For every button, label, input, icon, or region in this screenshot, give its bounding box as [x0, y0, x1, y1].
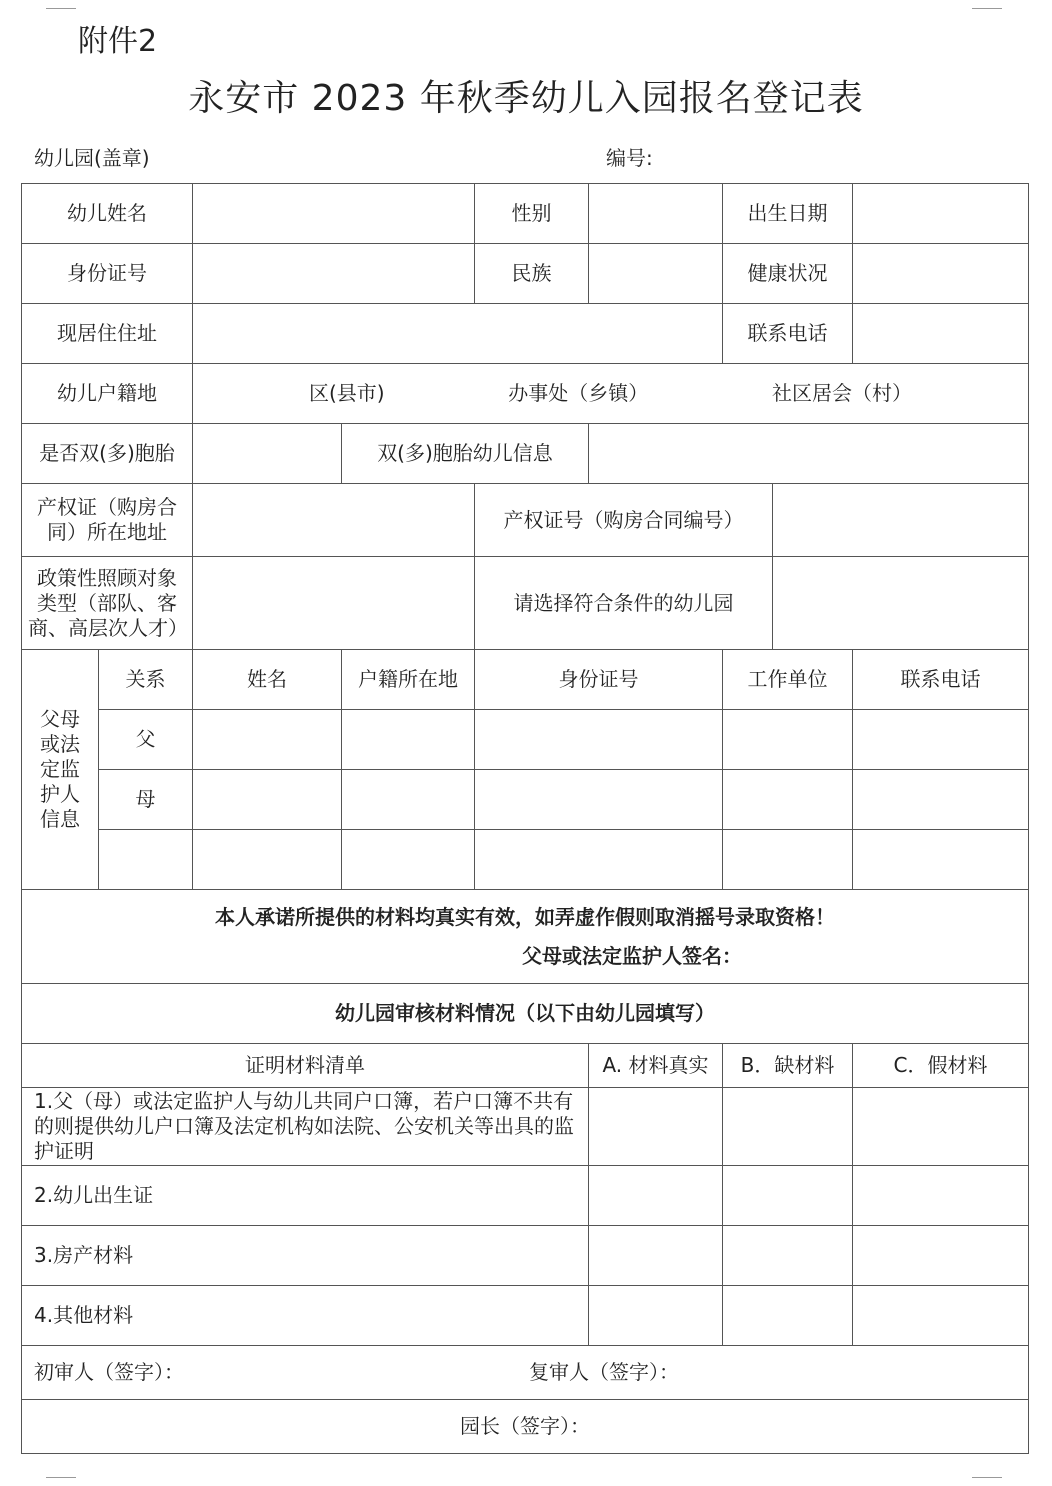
guardian-header-id: 身份证号 [475, 650, 723, 710]
review-header-missing: B．缺材料 [723, 1044, 853, 1088]
guardian-cell[interactable] [853, 830, 1029, 890]
guardian-cell[interactable] [193, 710, 342, 770]
review-title: 幼儿园审核材料情况（以下由幼儿园填写） [22, 984, 1029, 1044]
property-address-field[interactable] [193, 484, 475, 557]
phone-field[interactable] [853, 304, 1029, 364]
review-check-missing[interactable] [723, 1226, 853, 1286]
pledge-text: 本人承诺所提供的材料均真实有效，如弄虚作假则取消摇号录取资格！ [215, 904, 835, 929]
review-check-missing[interactable] [723, 1088, 853, 1166]
child-name-label: 幼儿姓名 [22, 184, 193, 244]
guardian-cell[interactable] [193, 770, 342, 830]
guardian-relation-mother: 母 [99, 770, 193, 830]
review-item: 2.幼儿出生证 [22, 1166, 589, 1226]
guardian-cell[interactable] [723, 710, 853, 770]
guardian-cell[interactable] [853, 710, 1029, 770]
annex-label: 附件2 [78, 24, 158, 59]
twins-label: 是否双(多)胞胎 [22, 424, 193, 484]
review-header-true: A. 材料真实 [589, 1044, 723, 1088]
guardian-signature-label: 父母或法定监护人签名： [522, 943, 742, 968]
review-item: 3.房产材料 [22, 1226, 589, 1286]
child-name-field[interactable] [193, 184, 475, 244]
birth-date-field[interactable] [853, 184, 1029, 244]
guardian-cell[interactable] [475, 710, 723, 770]
address-label: 现居住住址 [22, 304, 193, 364]
review-item: 1.父（母）或法定监护人与幼儿共同户口簿，若户口簿不共有的则提供幼儿户口簿及法定机构如法院、公安机关等出具的监护证明 [22, 1088, 589, 1166]
phone-label: 联系电话 [723, 304, 853, 364]
property-address-label: 产权证（购房合同）所在地址 [22, 484, 193, 557]
kindergarten-seal-label: 幼儿园(盖章) [34, 146, 150, 170]
principal-signature-row [22, 1400, 1029, 1454]
guardian-cell[interactable] [342, 770, 475, 830]
guardian-relation-father: 父 [99, 710, 193, 770]
review-header-fake: C．假材料 [853, 1044, 1029, 1088]
guardian-cell[interactable] [193, 830, 342, 890]
guardian-cell[interactable] [342, 710, 475, 770]
guardian-header-employer: 工作单位 [723, 650, 853, 710]
guardian-cell[interactable] [723, 830, 853, 890]
hukou-field[interactable] [193, 364, 1029, 424]
health-label: 健康状况 [723, 244, 853, 304]
guardian-section-label: 父母或法定监护人信息 [22, 650, 99, 890]
gender-label: 性别 [475, 184, 589, 244]
hukou-label: 幼儿户籍地 [22, 364, 193, 424]
review-check-true[interactable] [589, 1286, 723, 1346]
review-check-missing[interactable] [723, 1286, 853, 1346]
registration-form [21, 183, 1029, 1454]
address-field[interactable] [193, 304, 723, 364]
hukou-office-label: 办事处（乡镇） [508, 381, 649, 405]
crop-mark [972, 1477, 1002, 1486]
id-number-field[interactable] [193, 244, 475, 304]
crop-mark [46, 1477, 76, 1486]
birth-date-label: 出生日期 [723, 184, 853, 244]
principal-label: 园长（签字）： [460, 1414, 590, 1438]
review-check-true[interactable] [589, 1088, 723, 1166]
ethnicity-field[interactable] [589, 244, 723, 304]
property-number-label: 产权证号（购房合同编号） [475, 484, 773, 557]
pledge-block [22, 890, 1029, 984]
crop-mark [972, 0, 1002, 9]
policy-type-field[interactable] [193, 557, 475, 650]
guardian-cell[interactable] [475, 830, 723, 890]
review-check-fake[interactable] [853, 1088, 1029, 1166]
review-check-fake[interactable] [853, 1286, 1029, 1346]
twins-info-label: 双(多)胞胎幼儿信息 [342, 424, 589, 484]
reviewer-signature-row [22, 1346, 1029, 1400]
guardian-relation-other[interactable] [99, 830, 193, 890]
twins-info-field[interactable] [589, 424, 1029, 484]
ethnicity-label: 民族 [475, 244, 589, 304]
review-check-fake[interactable] [853, 1166, 1029, 1226]
select-kindergarten-label: 请选择符合条件的幼儿园 [475, 557, 773, 650]
review-check-true[interactable] [589, 1166, 723, 1226]
second-reviewer-label: 复审人（签字）： [529, 1360, 679, 1384]
policy-type-label: 政策性照顾对象类型（部队、客商、高层次人才） [22, 557, 193, 650]
first-reviewer-label: 初审人（签字）： [34, 1360, 184, 1384]
guardian-header-name: 姓名 [193, 650, 342, 710]
hukou-community-label: 社区居会（村） [771, 381, 912, 405]
twins-field[interactable] [193, 424, 342, 484]
guardian-cell[interactable] [475, 770, 723, 830]
guardian-header-relation: 关系 [99, 650, 193, 710]
page-title: 永安市 2023 年秋季幼儿入园报名登记表 [188, 78, 864, 119]
review-check-true[interactable] [589, 1226, 723, 1286]
review-check-missing[interactable] [723, 1166, 853, 1226]
hukou-district-label: 区(县市) [309, 381, 385, 405]
gender-field[interactable] [589, 184, 723, 244]
crop-mark [46, 0, 76, 9]
number-label: 编号: [606, 146, 653, 170]
health-field[interactable] [853, 244, 1029, 304]
id-number-label: 身份证号 [22, 244, 193, 304]
guardian-header-hukou: 户籍所在地 [342, 650, 475, 710]
select-kindergarten-field[interactable] [773, 557, 1029, 650]
guardian-cell[interactable] [723, 770, 853, 830]
guardian-header-phone: 联系电话 [853, 650, 1029, 710]
review-item: 4.其他材料 [22, 1286, 589, 1346]
guardian-cell[interactable] [853, 770, 1029, 830]
guardian-cell[interactable] [342, 830, 475, 890]
property-number-field[interactable] [773, 484, 1029, 557]
review-check-fake[interactable] [853, 1226, 1029, 1286]
review-header-materials: 证明材料清单 [22, 1044, 589, 1088]
